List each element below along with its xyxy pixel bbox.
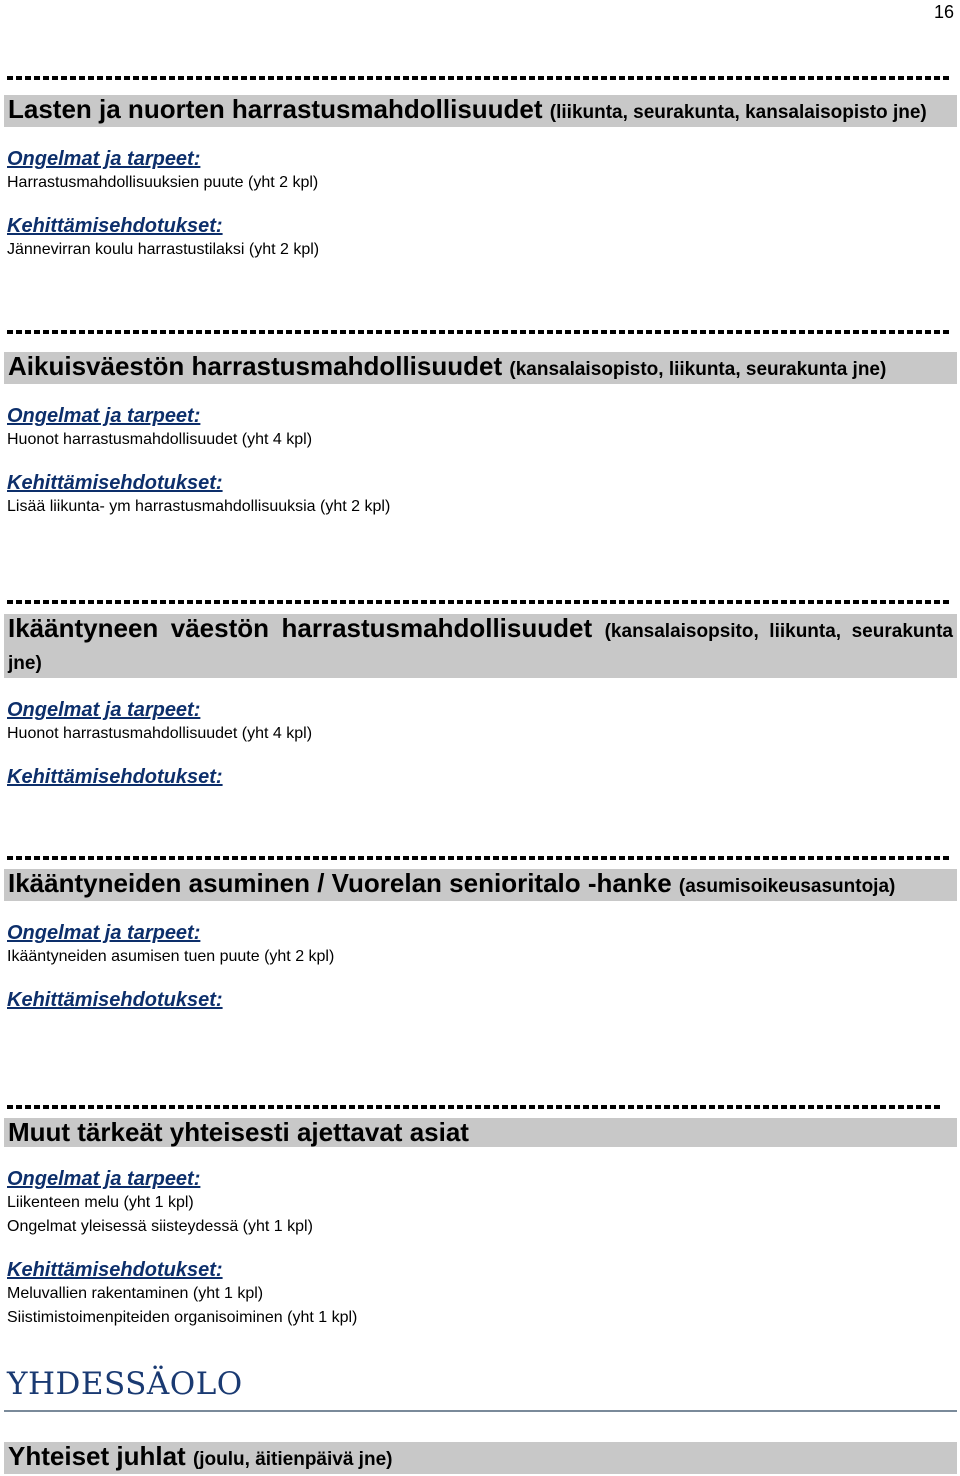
dashed-separator [7, 600, 951, 604]
problems-label: Ongelmat ja tarpeet: [7, 1168, 201, 1190]
suggestions-label: Kehittämisehdotukset: [7, 215, 223, 237]
section-elderly-hobbies [0, 614, 960, 789]
problems-label: Ongelmat ja tarpeet: [7, 405, 201, 427]
section-other-matters [0, 1118, 960, 1330]
dashed-separator [7, 330, 951, 334]
section-title-main: Yhteiset juhlat [8, 1441, 186, 1471]
suggestions-label: Kehittämisehdotukset: [7, 989, 223, 1011]
section-common-celebrations [0, 1442, 960, 1474]
suggestions-label: Kehittämisehdotukset: [7, 766, 223, 788]
suggestion-item: Jännevirran koulu harrastustilaksi (yht 2 kpl) [7, 241, 320, 258]
section-title-main: Muut tärkeät yhteisesti ajettavat asiat [8, 1117, 469, 1147]
section-title [4, 1118, 957, 1147]
section-title-main: Ikääntyneiden asuminen / Vuorelan senioritalo -hanke [8, 868, 672, 898]
chapter-heading: YHDESSÄOLO [7, 1366, 243, 1402]
suggestion-item: Meluvallien rakentaminen (yht 1 kpl) [7, 1285, 264, 1302]
section-title [4, 1442, 957, 1474]
section-elderly-housing [0, 869, 960, 1012]
section-title-main: Ikääntyneen väestön harrastusmahdollisuudet [8, 613, 593, 643]
problem-item: Ikääntyneiden asumisen tuen puute (yht 2 kpl) [7, 948, 335, 965]
suggestions-label: Kehittämisehdotukset: [7, 1259, 223, 1281]
dashed-separator [7, 76, 951, 80]
problem-item: Ongelmat yleisessä siisteydessä (yht 1 kpl) [7, 1218, 313, 1235]
section-title [4, 614, 957, 678]
problems-label: Ongelmat ja tarpeet: [7, 148, 201, 170]
section-title-sub: (kansalaisopisto, liikunta, seurakunta jne) [509, 359, 887, 380]
section-adult-hobbies [0, 352, 960, 519]
section-title-sub: (joulu, äitienpäivä jne) [192, 1449, 393, 1470]
heading-rule [4, 1410, 957, 1412]
section-title-main: Aikuisväestön harrastusmahdollisuudet [8, 351, 503, 381]
section-title-sub: (liikunta, seurakunta, kansalaisopisto jne) [549, 102, 927, 123]
section-title [4, 95, 957, 127]
problems-label: Ongelmat ja tarpeet: [7, 699, 201, 721]
section-title-sub: (asumisoikeusasuntoja) [678, 876, 896, 897]
dashed-separator [7, 1105, 943, 1109]
section-title [4, 869, 957, 901]
suggestions-label: Kehittämisehdotukset: [7, 472, 223, 494]
section-youth-hobbies [0, 95, 960, 262]
suggestion-item: Siistimistoimenpiteiden organisoiminen (yht 1 kpl) [7, 1309, 358, 1326]
problem-item: Huonot harrastusmahdollisuudet (yht 4 kpl) [7, 431, 313, 448]
section-title-main: Lasten ja nuorten harrastusmahdollisuudet [8, 94, 543, 124]
page-number: 16 [933, 2, 954, 22]
problem-item: Huonot harrastusmahdollisuudet (yht 4 kpl) [7, 725, 313, 742]
problem-item: Liikenteen melu (yht 1 kpl) [7, 1194, 194, 1211]
problems-label: Ongelmat ja tarpeet: [7, 922, 201, 944]
section-title-sub: (kansalaisopsito, liikunta, seurakunta jne) [8, 621, 953, 674]
dashed-separator [7, 856, 951, 860]
suggestion-item: Lisää liikunta- ym harrastusmahdollisuuksia (yht 2 kpl) [7, 498, 391, 515]
problem-item: Harrastusmahdollisuuksien puute (yht 2 kpl) [7, 174, 319, 191]
section-title [4, 352, 957, 384]
